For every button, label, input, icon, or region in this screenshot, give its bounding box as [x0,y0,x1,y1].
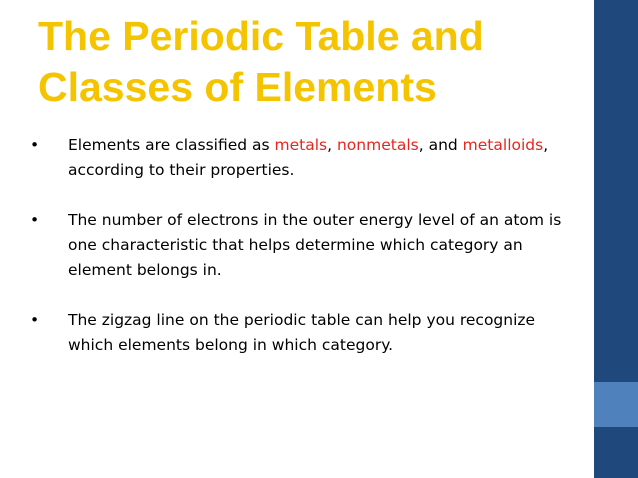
sidebar-bar [594,0,638,478]
bullet-item-electrons [26,208,566,283]
text-run: Elements are classified as [68,136,275,154]
text-run: , [327,136,337,154]
bullet-list [26,133,566,383]
term-metalloids: metalloids [462,136,544,154]
bullet-text: The zigzag line on the periodic table can help you recognize which elements belong in which category. [68,311,536,354]
bullet-text [68,136,548,179]
bullet-item-zigzag [26,308,566,358]
sidebar-accent-block [594,382,638,427]
term-metals: metals [274,136,328,154]
title-line-2: Classes of Elements [38,64,437,110]
bullet-text: The number of electrons in the outer energy level of an atom is one characteristic that helps determine which category an element belongs in. [68,211,562,279]
slide-title [38,11,578,113]
title-line-1: The Periodic Table and [38,13,484,59]
term-nonmetals: nonmetals [336,136,419,154]
bullet-marker: • [30,136,40,154]
text-run: , and [418,136,463,154]
bullet-marker: • [30,311,40,329]
text-run: , according to their properties. [68,136,549,179]
bullet-item-classification [26,133,566,183]
bullet-marker: • [30,211,40,229]
